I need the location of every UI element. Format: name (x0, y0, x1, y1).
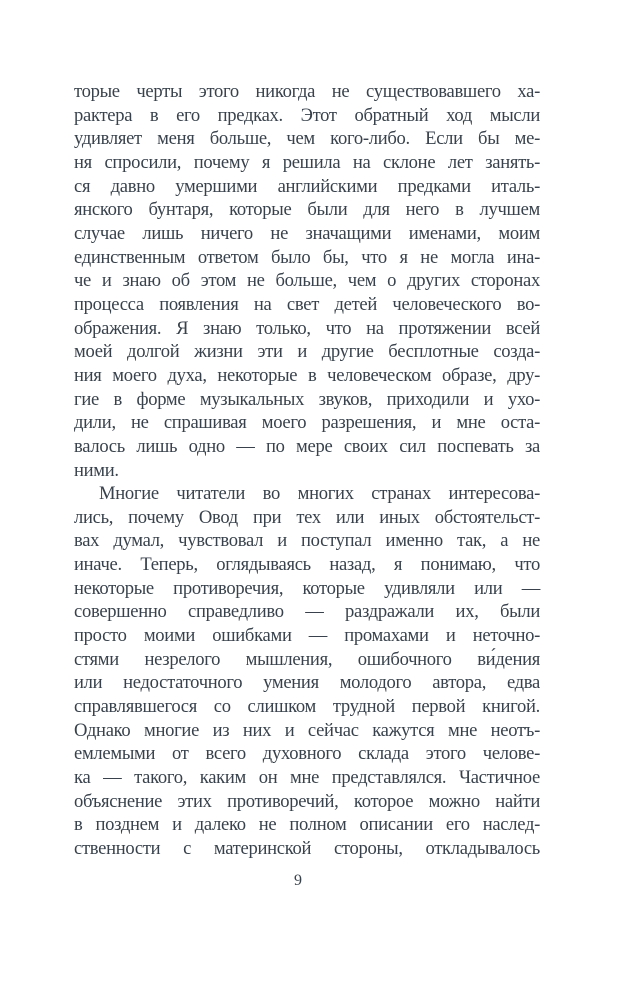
text-line: или недостаточного умения молодого автора, едва (74, 672, 540, 694)
text-line: моей долгой жизни эти и другие бесплотные созда- (74, 341, 540, 363)
text-line: стями незрелого мышления, ошибочного ви́дения (74, 648, 540, 670)
text-line: единственным ответом было бы, что я не могла ина- (74, 246, 540, 268)
text-line: янского бунтаря, которые были для него в лучшем (74, 199, 540, 221)
text-line: ния моего духа, некоторые в человеческом образе, дру- (74, 364, 540, 386)
paragraph-2 (74, 482, 540, 861)
page-number: 9 (294, 872, 302, 889)
text-line: дили, не спрашивая моего разрешения, и мне оста- (74, 412, 540, 434)
text-line: торые черты этого никогда не существовавшего ха- (74, 81, 540, 102)
text-line: удивляет меня больше, чем кого-либо. Если бы ме- (74, 128, 540, 150)
text-line: просто моими ошибками — промахами и неточно- (74, 625, 540, 647)
page-text (74, 80, 540, 861)
text-line: иначе. Теперь, оглядываясь назад, я понимаю, что (74, 554, 540, 576)
text-line: валось лишь одно — по мере своих сил поспевать за (74, 435, 540, 457)
paragraph-1 (74, 80, 540, 482)
text-line: ня спросили, почему я решила на склоне лет занять- (74, 151, 540, 173)
text-line: че и знаю об этом не больше, чем о других сторонах (74, 270, 540, 292)
text-line: емлемыми от всего духовного склада этого челове- (74, 743, 540, 765)
text-line: некоторые противоречия, которые удивляли или — (74, 577, 540, 599)
text-line: ними. (74, 459, 119, 481)
text-line: вах думал, чувствовал и поступал именно так, а не (74, 530, 540, 552)
text-line: объяснение этих противоречий, которое можно найти (74, 790, 540, 812)
text-line: гие в форме музыкальных звуков, приходили и ухо- (74, 388, 540, 410)
text-line: в позднем и далеко не полном описании его наслед- (74, 814, 540, 836)
text-line: Многие читатели во многих странах интересова- (99, 483, 540, 505)
text-line: справлявшегося со слишком трудной первой книгой. (74, 696, 540, 718)
text-line: Однако многие из них и сейчас кажутся мне неотъ- (74, 719, 540, 741)
text-line: процесса появления на свет детей человеческого во- (74, 293, 540, 315)
text-line: ственности с материнской стороны, откладывалось (74, 838, 540, 859)
text-line: совершенно справедливо — раздражали их, были (74, 601, 540, 623)
text-line: рактера в его предках. Этот обратный ход мысли (74, 104, 540, 126)
text-line: ка — такого, каким он мне представлялся. Частичное (74, 767, 540, 789)
text-line: ся давно умершими английскими предками италь- (74, 175, 540, 197)
text-line: случае лишь ничего не значащими именами, моим (74, 222, 540, 244)
text-line: лись, почему Овод при тех или иных обстоятельст- (74, 506, 540, 528)
text-line: ображения. Я знаю только, что на протяжении всей (74, 317, 540, 339)
